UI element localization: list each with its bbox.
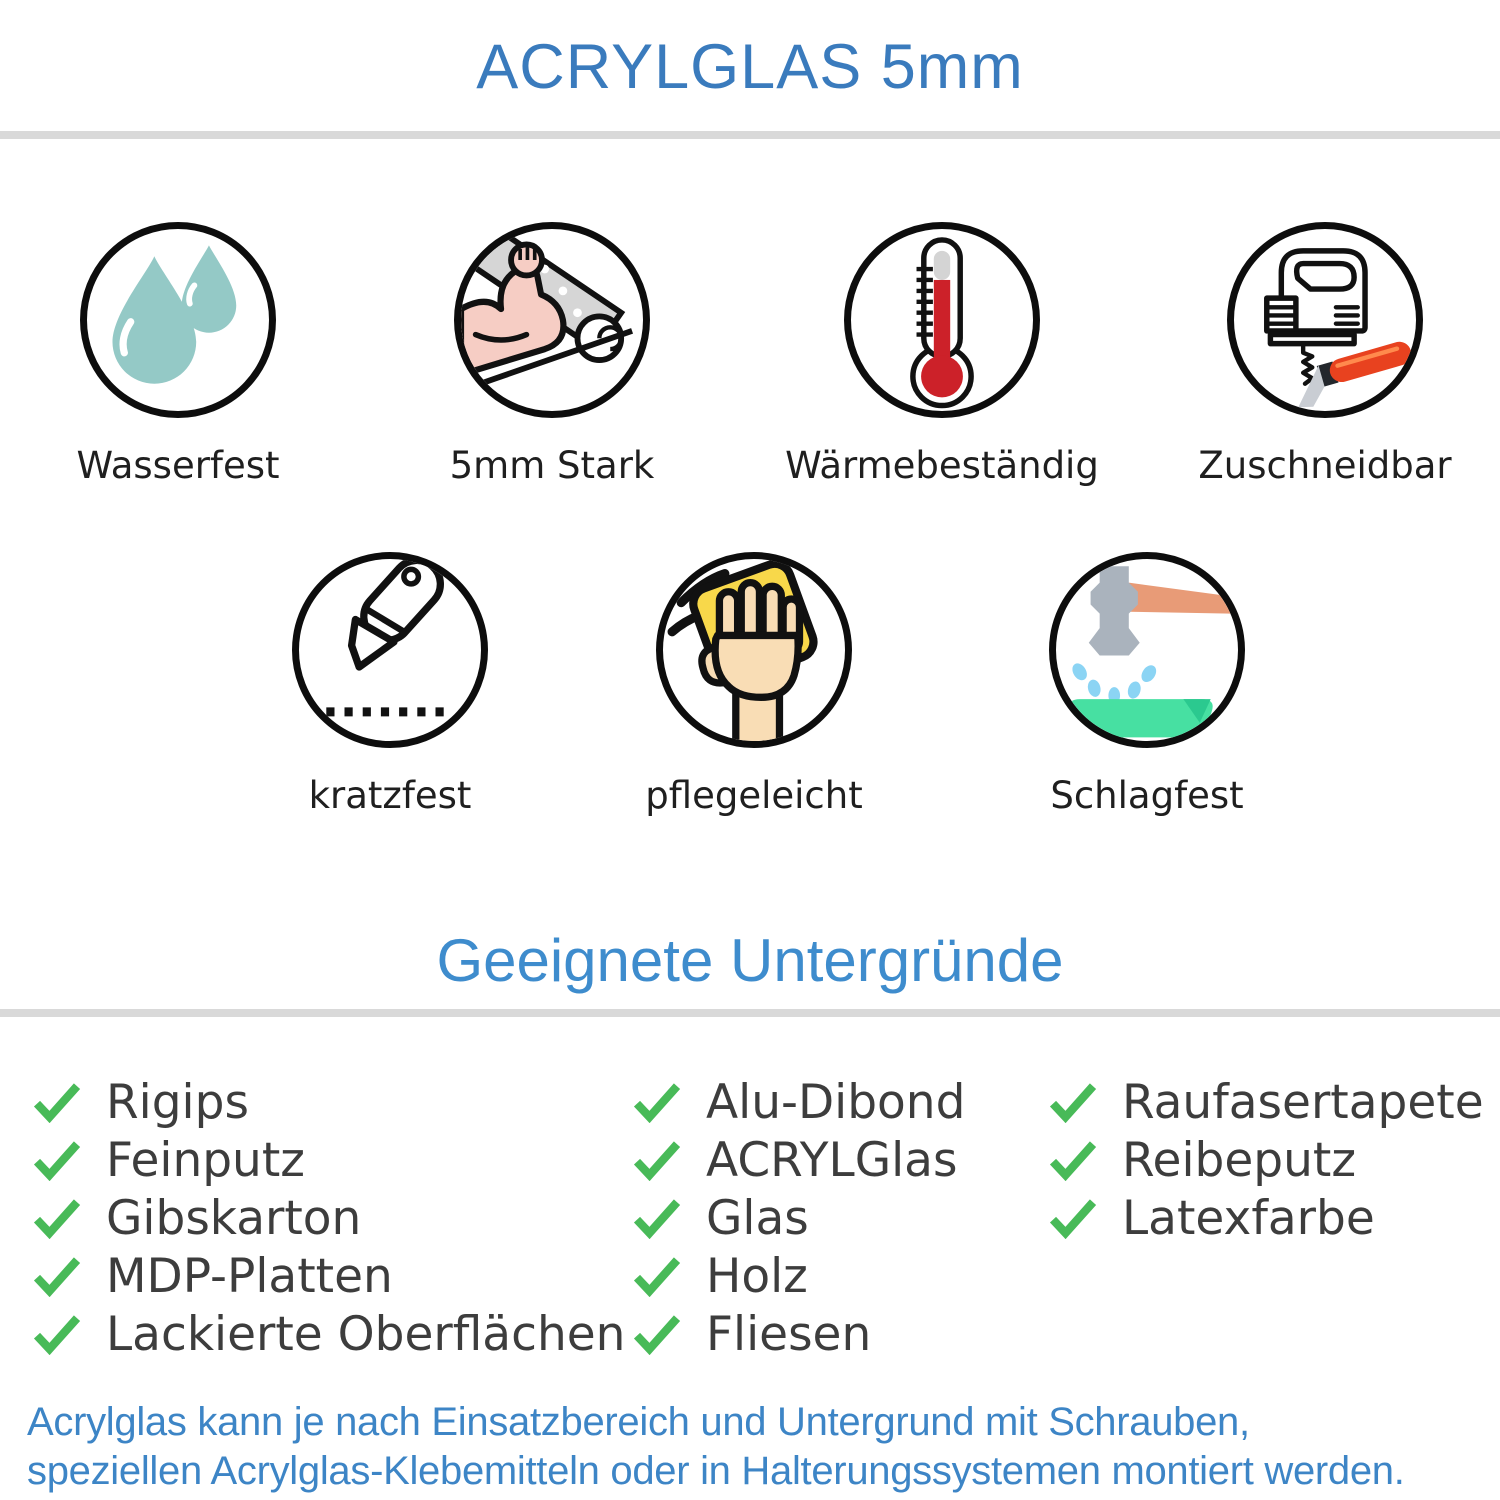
substrate-item bbox=[632, 1131, 965, 1189]
feature-label: Wärmebeständig bbox=[785, 444, 1099, 487]
check-icon bbox=[632, 1313, 682, 1355]
divider-top bbox=[0, 131, 1500, 139]
substrate-label: Reibeputz bbox=[1122, 1132, 1356, 1188]
feature-wasserfest bbox=[0, 222, 358, 487]
check-icon bbox=[632, 1081, 682, 1123]
substrate-label: Glas bbox=[706, 1190, 809, 1246]
substrate-item bbox=[32, 1131, 625, 1189]
substrate-item bbox=[632, 1305, 965, 1363]
substrate-label: Rigips bbox=[106, 1074, 249, 1130]
substrate-label: Latexfarbe bbox=[1122, 1190, 1375, 1246]
substrate-column-1 bbox=[32, 1073, 625, 1363]
substrate-label: Feinputz bbox=[106, 1132, 305, 1188]
jigsaw-icon bbox=[1227, 222, 1423, 418]
check-icon bbox=[32, 1081, 82, 1123]
feature-zuschneidbar bbox=[1145, 222, 1500, 487]
footer-line-2: speziellen Acrylglas-Klebemitteln oder in Halterungssystemen montiert werden. bbox=[27, 1449, 1405, 1493]
footer-note bbox=[27, 1398, 1487, 1496]
substrate-item bbox=[32, 1073, 625, 1131]
page-title: ACRYLGLAS 5mm bbox=[476, 32, 1024, 102]
wiping-hand-icon bbox=[656, 552, 852, 748]
substrate-item bbox=[632, 1189, 965, 1247]
substrate-label: Holz bbox=[706, 1248, 808, 1304]
substrate-label: Alu-Dibond bbox=[706, 1074, 966, 1130]
substrate-label: Raufasertapete bbox=[1122, 1074, 1484, 1130]
check-icon bbox=[1048, 1081, 1098, 1123]
substrate-item bbox=[1048, 1073, 1484, 1131]
substrate-item bbox=[32, 1305, 625, 1363]
substrate-label: ACRYLGlas bbox=[706, 1132, 958, 1188]
substrate-item bbox=[632, 1247, 965, 1305]
feature-label: Zuschneidbar bbox=[1198, 444, 1452, 487]
substrate-column-3 bbox=[1048, 1073, 1484, 1247]
feature-pflegeleicht bbox=[574, 552, 934, 817]
feature-label: Wasserfest bbox=[76, 444, 280, 487]
substrate-item bbox=[32, 1189, 625, 1247]
substrate-column-2 bbox=[632, 1073, 965, 1363]
check-icon bbox=[32, 1313, 82, 1355]
hammer-icon bbox=[1049, 552, 1245, 748]
feature-waermebestaendig bbox=[762, 222, 1122, 487]
substrate-item bbox=[32, 1247, 625, 1305]
feature-5mm-stark bbox=[372, 222, 732, 487]
divider-middle bbox=[0, 1009, 1500, 1017]
section-title: Geeignete Untergründe bbox=[436, 927, 1064, 994]
feature-label: Schlagfest bbox=[1050, 774, 1244, 817]
substrate-label: Lackierte Oberflächen bbox=[106, 1306, 626, 1362]
check-icon bbox=[632, 1255, 682, 1297]
water-drops-icon bbox=[80, 222, 276, 418]
feature-schlagfest bbox=[967, 552, 1327, 817]
feature-label: 5mm Stark bbox=[449, 444, 655, 487]
check-icon bbox=[32, 1139, 82, 1181]
substrate-item bbox=[1048, 1189, 1484, 1247]
strong-arm-icon bbox=[454, 222, 650, 418]
check-icon bbox=[32, 1197, 82, 1239]
feature-label: kratzfest bbox=[308, 774, 472, 817]
feature-label: pflegeleicht bbox=[645, 774, 863, 817]
substrate-item bbox=[632, 1073, 965, 1131]
utility-knife-icon bbox=[292, 552, 488, 748]
thermometer-icon bbox=[844, 222, 1040, 418]
substrate-label: MDP-Platten bbox=[106, 1248, 393, 1304]
feature-kratzfest bbox=[210, 552, 570, 817]
check-icon bbox=[632, 1139, 682, 1181]
check-icon bbox=[1048, 1197, 1098, 1239]
check-icon bbox=[32, 1255, 82, 1297]
substrate-item bbox=[1048, 1131, 1484, 1189]
substrate-label: Fliesen bbox=[706, 1306, 872, 1362]
check-icon bbox=[1048, 1139, 1098, 1181]
substrate-label: Gibskarton bbox=[106, 1190, 362, 1246]
check-icon bbox=[632, 1197, 682, 1239]
footer-line-1: Acrylglas kann je nach Einsatzbereich und Untergrund mit Schrauben, bbox=[27, 1400, 1250, 1444]
